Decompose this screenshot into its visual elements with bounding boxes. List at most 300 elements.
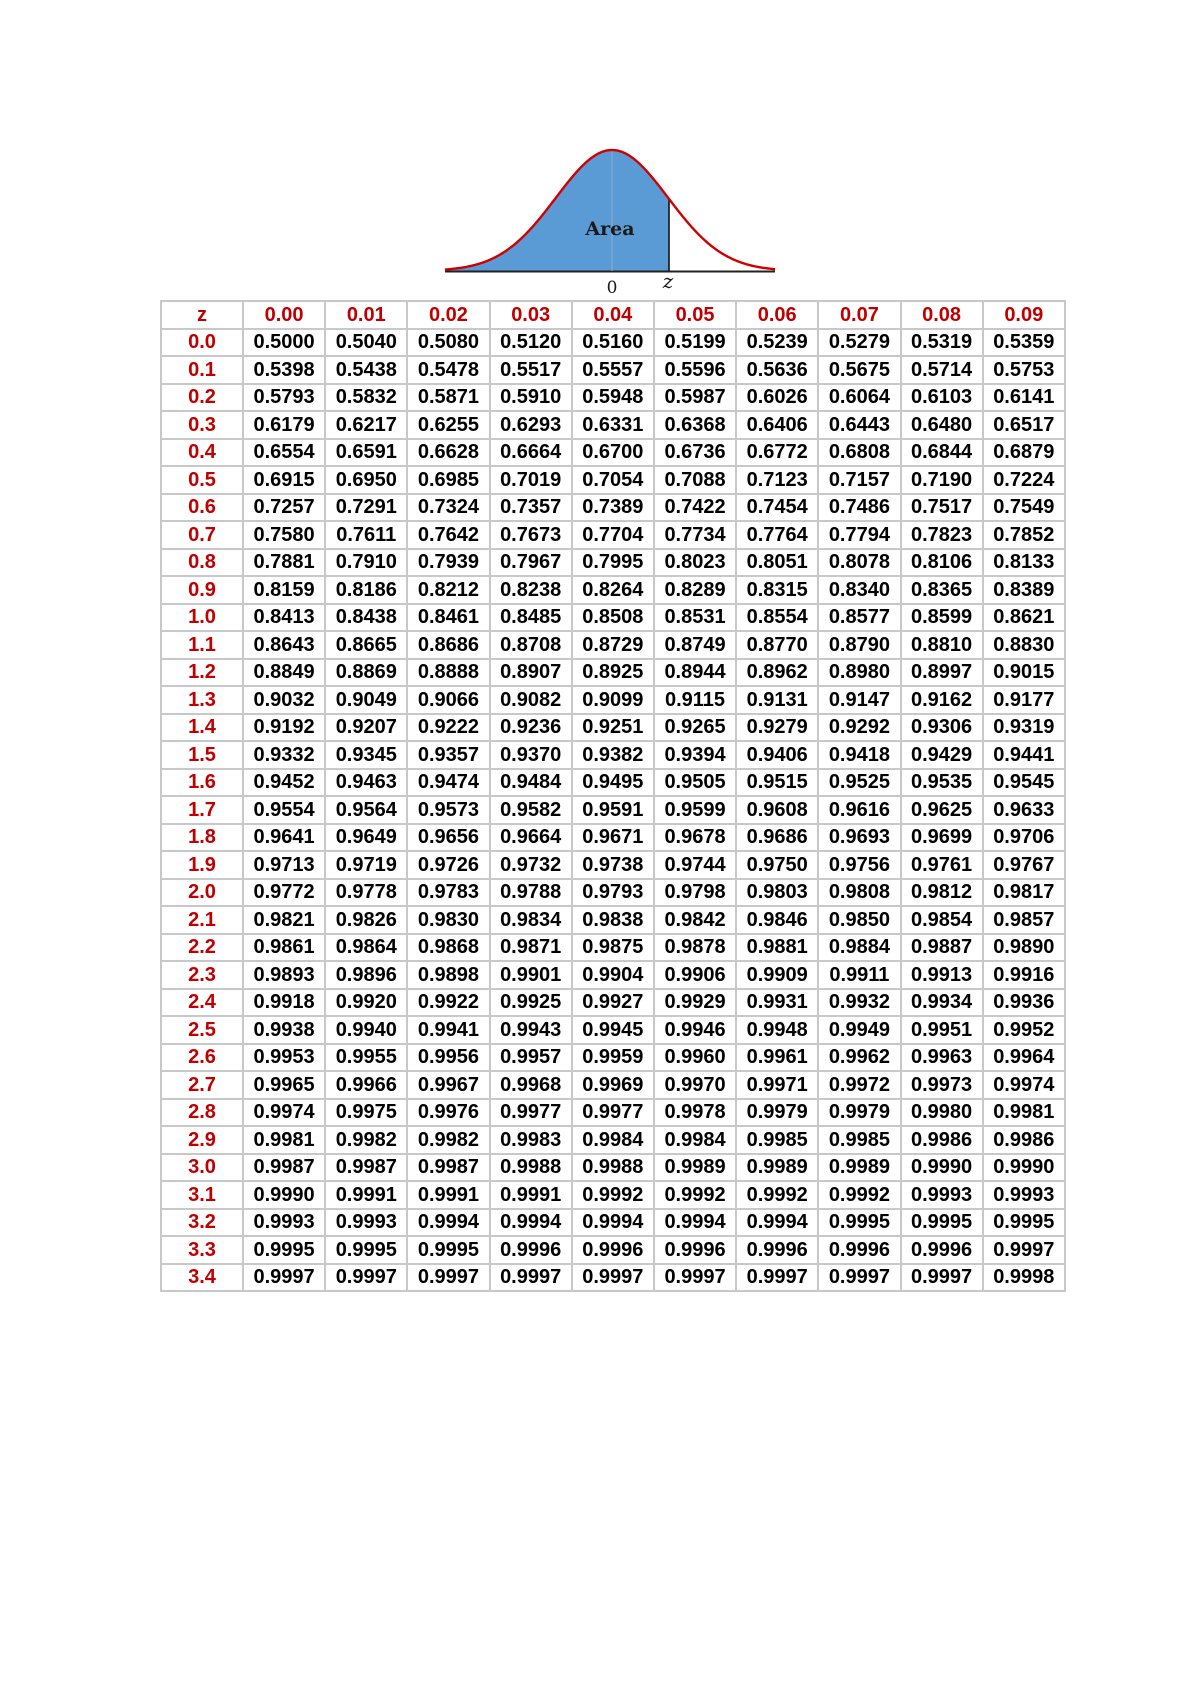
probability-cell: 0.9693 <box>818 824 900 852</box>
probability-cell: 0.9974 <box>243 1099 325 1127</box>
probability-cell: 0.8686 <box>407 631 489 659</box>
normal-curve-figure <box>440 136 780 296</box>
z-value-cell: 1.3 <box>161 686 243 714</box>
z-value-cell: 1.9 <box>161 851 243 879</box>
probability-cell: 0.9756 <box>818 851 900 879</box>
probability-cell: 0.9678 <box>654 824 736 852</box>
probability-cell: 0.7939 <box>407 549 489 577</box>
probability-cell: 0.8997 <box>901 659 983 687</box>
z-table <box>160 300 1066 1292</box>
probability-cell: 0.9812 <box>901 879 983 907</box>
probability-cell: 0.9177 <box>983 686 1065 714</box>
probability-cell: 0.9951 <box>901 1016 983 1044</box>
probability-cell: 0.9979 <box>736 1099 818 1127</box>
probability-cell: 0.9545 <box>983 769 1065 797</box>
probability-cell: 0.9986 <box>983 1126 1065 1154</box>
probability-cell: 0.9535 <box>901 769 983 797</box>
probability-cell: 0.9941 <box>407 1016 489 1044</box>
probability-cell: 0.9985 <box>736 1126 818 1154</box>
probability-cell: 0.9965 <box>243 1071 325 1099</box>
probability-cell: 0.6368 <box>654 411 736 439</box>
probability-cell: 0.9719 <box>325 851 407 879</box>
probability-cell: 0.9994 <box>736 1209 818 1237</box>
probability-cell: 0.9934 <box>901 989 983 1017</box>
table-row <box>161 411 1065 439</box>
probability-cell: 0.9984 <box>654 1126 736 1154</box>
probability-cell: 0.5871 <box>407 384 489 412</box>
table-row <box>161 439 1065 467</box>
probability-cell: 0.9967 <box>407 1071 489 1099</box>
probability-cell: 0.7422 <box>654 494 736 522</box>
probability-cell: 0.9992 <box>572 1181 654 1209</box>
probability-cell: 0.9992 <box>654 1181 736 1209</box>
z-value-cell: 2.7 <box>161 1071 243 1099</box>
probability-cell: 0.8438 <box>325 604 407 632</box>
probability-cell: 0.7611 <box>325 521 407 549</box>
probability-cell: 0.9990 <box>983 1154 1065 1182</box>
probability-cell: 0.5120 <box>490 329 572 357</box>
probability-cell: 0.8159 <box>243 576 325 604</box>
probability-cell: 0.9222 <box>407 714 489 742</box>
table-row <box>161 659 1065 687</box>
probability-cell: 0.5948 <box>572 384 654 412</box>
probability-cell: 0.5279 <box>818 329 900 357</box>
probability-cell: 0.9082 <box>490 686 572 714</box>
table-body <box>161 329 1065 1292</box>
probability-cell: 0.7454 <box>736 494 818 522</box>
probability-cell: 0.7088 <box>654 466 736 494</box>
probability-cell: 0.9992 <box>736 1181 818 1209</box>
probability-cell: 0.9995 <box>901 1209 983 1237</box>
table-row <box>161 384 1065 412</box>
probability-cell: 0.9842 <box>654 906 736 934</box>
probability-cell: 0.9997 <box>243 1264 325 1292</box>
table-row <box>161 961 1065 989</box>
probability-cell: 0.7580 <box>243 521 325 549</box>
probability-cell: 0.9515 <box>736 769 818 797</box>
probability-cell: 0.9990 <box>901 1154 983 1182</box>
probability-cell: 0.5596 <box>654 356 736 384</box>
probability-cell: 0.7967 <box>490 549 572 577</box>
probability-cell: 0.9932 <box>818 989 900 1017</box>
probability-cell: 0.9920 <box>325 989 407 1017</box>
probability-cell: 0.7054 <box>572 466 654 494</box>
probability-cell: 0.9750 <box>736 851 818 879</box>
probability-cell: 0.9987 <box>325 1154 407 1182</box>
probability-cell: 0.7324 <box>407 494 489 522</box>
probability-cell: 0.9429 <box>901 741 983 769</box>
probability-cell: 0.9207 <box>325 714 407 742</box>
probability-cell: 0.9370 <box>490 741 572 769</box>
column-header: 0.06 <box>736 301 818 329</box>
probability-cell: 0.9989 <box>654 1154 736 1182</box>
probability-cell: 0.9821 <box>243 906 325 934</box>
probability-cell: 0.9713 <box>243 851 325 879</box>
z-value-cell: 2.2 <box>161 934 243 962</box>
probability-cell: 0.8508 <box>572 604 654 632</box>
probability-cell: 0.9993 <box>243 1209 325 1237</box>
probability-cell: 0.9641 <box>243 824 325 852</box>
probability-cell: 0.8729 <box>572 631 654 659</box>
z-value-cell: 1.1 <box>161 631 243 659</box>
probability-cell: 0.9955 <box>325 1044 407 1072</box>
probability-cell: 0.8665 <box>325 631 407 659</box>
probability-cell: 0.9977 <box>490 1099 572 1127</box>
probability-cell: 0.6026 <box>736 384 818 412</box>
probability-cell: 0.5636 <box>736 356 818 384</box>
probability-cell: 0.8413 <box>243 604 325 632</box>
probability-cell: 0.7673 <box>490 521 572 549</box>
probability-cell: 0.9890 <box>983 934 1065 962</box>
probability-cell: 0.5398 <box>243 356 325 384</box>
probability-cell: 0.9803 <box>736 879 818 907</box>
probability-cell: 0.9909 <box>736 961 818 989</box>
probability-cell: 0.8264 <box>572 576 654 604</box>
probability-cell: 0.9332 <box>243 741 325 769</box>
probability-cell: 0.6808 <box>818 439 900 467</box>
probability-cell: 0.8389 <box>983 576 1065 604</box>
probability-cell: 0.9940 <box>325 1016 407 1044</box>
shaded-area <box>445 150 669 271</box>
probability-cell: 0.9974 <box>983 1071 1065 1099</box>
probability-cell: 0.6915 <box>243 466 325 494</box>
probability-cell: 0.8186 <box>325 576 407 604</box>
probability-cell: 0.9987 <box>243 1154 325 1182</box>
z-value-cell: 2.3 <box>161 961 243 989</box>
probability-cell: 0.6141 <box>983 384 1065 412</box>
probability-cell: 0.8078 <box>818 549 900 577</box>
probability-cell: 0.8340 <box>818 576 900 604</box>
z-value-cell: 1.6 <box>161 769 243 797</box>
probability-cell: 0.9977 <box>572 1099 654 1127</box>
probability-cell: 0.9826 <box>325 906 407 934</box>
probability-cell: 0.9015 <box>983 659 1065 687</box>
probability-cell: 0.9778 <box>325 879 407 907</box>
probability-cell: 0.9994 <box>490 1209 572 1237</box>
z-value-cell: 0.6 <box>161 494 243 522</box>
probability-cell: 0.7881 <box>243 549 325 577</box>
probability-cell: 0.9251 <box>572 714 654 742</box>
probability-cell: 0.9406 <box>736 741 818 769</box>
probability-cell: 0.7019 <box>490 466 572 494</box>
probability-cell: 0.9292 <box>818 714 900 742</box>
probability-cell: 0.9916 <box>983 961 1065 989</box>
probability-cell: 0.9982 <box>407 1126 489 1154</box>
table-row <box>161 1209 1065 1237</box>
probability-cell: 0.9357 <box>407 741 489 769</box>
probability-cell: 0.9834 <box>490 906 572 934</box>
table-row <box>161 906 1065 934</box>
probability-cell: 0.9991 <box>325 1181 407 1209</box>
probability-cell: 0.8888 <box>407 659 489 687</box>
z-value-cell: 0.3 <box>161 411 243 439</box>
probability-cell: 0.9686 <box>736 824 818 852</box>
probability-cell: 0.9066 <box>407 686 489 714</box>
table-row <box>161 714 1065 742</box>
z-value-cell: 3.3 <box>161 1236 243 1264</box>
probability-cell: 0.9929 <box>654 989 736 1017</box>
probability-cell: 0.9564 <box>325 796 407 824</box>
probability-cell: 0.9995 <box>407 1236 489 1264</box>
probability-cell: 0.9956 <box>407 1044 489 1072</box>
table-row <box>161 1099 1065 1127</box>
probability-cell: 0.8485 <box>490 604 572 632</box>
probability-cell: 0.9925 <box>490 989 572 1017</box>
probability-cell: 0.9474 <box>407 769 489 797</box>
table-row <box>161 1071 1065 1099</box>
probability-cell: 0.9972 <box>818 1071 900 1099</box>
probability-cell: 0.9573 <box>407 796 489 824</box>
column-header: 0.09 <box>983 301 1065 329</box>
probability-cell: 0.7257 <box>243 494 325 522</box>
probability-cell: 0.9971 <box>736 1071 818 1099</box>
probability-cell: 0.9984 <box>572 1126 654 1154</box>
probability-cell: 0.9495 <box>572 769 654 797</box>
probability-cell: 0.8051 <box>736 549 818 577</box>
probability-cell: 0.5160 <box>572 329 654 357</box>
probability-cell: 0.9968 <box>490 1071 572 1099</box>
probability-cell: 0.7157 <box>818 466 900 494</box>
probability-cell: 0.9918 <box>243 989 325 1017</box>
probability-cell: 0.6255 <box>407 411 489 439</box>
probability-cell: 0.8925 <box>572 659 654 687</box>
probability-cell: 0.9983 <box>490 1126 572 1154</box>
probability-cell: 0.9931 <box>736 989 818 1017</box>
z-value-cell: 0.1 <box>161 356 243 384</box>
probability-cell: 0.9484 <box>490 769 572 797</box>
probability-cell: 0.6772 <box>736 439 818 467</box>
probability-cell: 0.9993 <box>325 1209 407 1237</box>
probability-cell: 0.9981 <box>983 1099 1065 1127</box>
probability-cell: 0.9306 <box>901 714 983 742</box>
probability-cell: 0.9959 <box>572 1044 654 1072</box>
probability-cell: 0.9985 <box>818 1126 900 1154</box>
probability-cell: 0.9649 <box>325 824 407 852</box>
table-row <box>161 466 1065 494</box>
probability-cell: 0.9927 <box>572 989 654 1017</box>
probability-cell: 0.8869 <box>325 659 407 687</box>
probability-cell: 0.7190 <box>901 466 983 494</box>
probability-cell: 0.9997 <box>736 1264 818 1292</box>
probability-cell: 0.5517 <box>490 356 572 384</box>
probability-cell: 0.9893 <box>243 961 325 989</box>
probability-cell: 0.9345 <box>325 741 407 769</box>
z-value-cell: 2.1 <box>161 906 243 934</box>
probability-cell: 0.9616 <box>818 796 900 824</box>
probability-cell: 0.9032 <box>243 686 325 714</box>
probability-cell: 0.9625 <box>901 796 983 824</box>
table-row <box>161 741 1065 769</box>
probability-cell: 0.9726 <box>407 851 489 879</box>
probability-cell: 0.9945 <box>572 1016 654 1044</box>
probability-cell: 0.7357 <box>490 494 572 522</box>
probability-cell: 0.8133 <box>983 549 1065 577</box>
probability-cell: 0.9998 <box>983 1264 1065 1292</box>
table-row <box>161 879 1065 907</box>
area-label: Area <box>585 218 635 240</box>
probability-cell: 0.8830 <box>983 631 1065 659</box>
table-row <box>161 989 1065 1017</box>
z-value-cell: 1.0 <box>161 604 243 632</box>
probability-cell: 0.9878 <box>654 934 736 962</box>
table-row <box>161 824 1065 852</box>
z-value-cell: 3.4 <box>161 1264 243 1292</box>
table-row <box>161 1126 1065 1154</box>
probability-cell: 0.6628 <box>407 439 489 467</box>
probability-cell: 0.5478 <box>407 356 489 384</box>
z-value-cell: 1.4 <box>161 714 243 742</box>
probability-cell: 0.7517 <box>901 494 983 522</box>
z-value-cell: 0.8 <box>161 549 243 577</box>
probability-cell: 0.9997 <box>654 1264 736 1292</box>
table-row <box>161 1044 1065 1072</box>
probability-cell: 0.9706 <box>983 824 1065 852</box>
probability-cell: 0.5080 <box>407 329 489 357</box>
probability-cell: 0.6293 <box>490 411 572 439</box>
probability-cell: 0.9997 <box>983 1236 1065 1264</box>
probability-cell: 0.9418 <box>818 741 900 769</box>
probability-cell: 0.9997 <box>572 1264 654 1292</box>
probability-cell: 0.9115 <box>654 686 736 714</box>
probability-cell: 0.7734 <box>654 521 736 549</box>
probability-cell: 0.7549 <box>983 494 1065 522</box>
probability-cell: 0.9608 <box>736 796 818 824</box>
probability-cell: 0.9992 <box>818 1181 900 1209</box>
probability-cell: 0.9936 <box>983 989 1065 1017</box>
probability-cell: 0.9817 <box>983 879 1065 907</box>
z-value-cell: 1.5 <box>161 741 243 769</box>
probability-cell: 0.9319 <box>983 714 1065 742</box>
probability-cell: 0.9394 <box>654 741 736 769</box>
probability-cell: 0.8289 <box>654 576 736 604</box>
probability-cell: 0.9525 <box>818 769 900 797</box>
probability-cell: 0.6950 <box>325 466 407 494</box>
probability-cell: 0.9994 <box>407 1209 489 1237</box>
table-row <box>161 631 1065 659</box>
probability-cell: 0.8980 <box>818 659 900 687</box>
probability-cell: 0.9996 <box>654 1236 736 1264</box>
probability-cell: 0.9938 <box>243 1016 325 1044</box>
probability-cell: 0.9988 <box>572 1154 654 1182</box>
probability-cell: 0.9901 <box>490 961 572 989</box>
probability-cell: 0.5832 <box>325 384 407 412</box>
probability-cell: 0.9868 <box>407 934 489 962</box>
probability-cell: 0.6179 <box>243 411 325 439</box>
z-value-cell: 2.9 <box>161 1126 243 1154</box>
probability-cell: 0.9732 <box>490 851 572 879</box>
zero-label: 0 <box>606 278 618 296</box>
probability-cell: 0.9995 <box>325 1236 407 1264</box>
probability-cell: 0.8944 <box>654 659 736 687</box>
probability-cell: 0.9099 <box>572 686 654 714</box>
probability-cell: 0.5910 <box>490 384 572 412</box>
probability-cell: 0.9793 <box>572 879 654 907</box>
table-row <box>161 521 1065 549</box>
probability-cell: 0.9671 <box>572 824 654 852</box>
probability-cell: 0.7704 <box>572 521 654 549</box>
probability-cell: 0.7764 <box>736 521 818 549</box>
probability-cell: 0.6517 <box>983 411 1065 439</box>
probability-cell: 0.9960 <box>654 1044 736 1072</box>
probability-cell: 0.9997 <box>325 1264 407 1292</box>
probability-cell: 0.8907 <box>490 659 572 687</box>
probability-cell: 0.9864 <box>325 934 407 962</box>
probability-cell: 0.7486 <box>818 494 900 522</box>
probability-cell: 0.9236 <box>490 714 572 742</box>
probability-cell: 0.5239 <box>736 329 818 357</box>
probability-cell: 0.9664 <box>490 824 572 852</box>
probability-cell: 0.5714 <box>901 356 983 384</box>
probability-cell: 0.9995 <box>983 1209 1065 1237</box>
probability-cell: 0.9147 <box>818 686 900 714</box>
column-header: 0.03 <box>490 301 572 329</box>
probability-cell: 0.6879 <box>983 439 1065 467</box>
z-value-cell: 3.1 <box>161 1181 243 1209</box>
probability-cell: 0.8461 <box>407 604 489 632</box>
probability-cell: 0.9989 <box>818 1154 900 1182</box>
probability-cell: 0.5000 <box>243 329 325 357</box>
probability-cell: 0.6064 <box>818 384 900 412</box>
table-row <box>161 686 1065 714</box>
table-row <box>161 576 1065 604</box>
probability-cell: 0.9767 <box>983 851 1065 879</box>
probability-cell: 0.5987 <box>654 384 736 412</box>
probability-cell: 0.9857 <box>983 906 1065 934</box>
z-value-cell: 2.4 <box>161 989 243 1017</box>
z-value-cell: 2.0 <box>161 879 243 907</box>
probability-cell: 0.8621 <box>983 604 1065 632</box>
probability-cell: 0.5793 <box>243 384 325 412</box>
probability-cell: 0.8643 <box>243 631 325 659</box>
probability-cell: 0.8554 <box>736 604 818 632</box>
probability-cell: 0.9997 <box>818 1264 900 1292</box>
probability-cell: 0.7910 <box>325 549 407 577</box>
probability-cell: 0.7291 <box>325 494 407 522</box>
probability-cell: 0.6331 <box>572 411 654 439</box>
probability-cell: 0.9699 <box>901 824 983 852</box>
probability-cell: 0.9633 <box>983 796 1065 824</box>
probability-cell: 0.9961 <box>736 1044 818 1072</box>
z-value-cell: 3.0 <box>161 1154 243 1182</box>
probability-cell: 0.9976 <box>407 1099 489 1127</box>
probability-cell: 0.9969 <box>572 1071 654 1099</box>
probability-cell: 0.6480 <box>901 411 983 439</box>
z-value-cell: 2.5 <box>161 1016 243 1044</box>
probability-cell: 0.9838 <box>572 906 654 934</box>
probability-cell: 0.5557 <box>572 356 654 384</box>
probability-cell: 0.9994 <box>654 1209 736 1237</box>
probability-cell: 0.9922 <box>407 989 489 1017</box>
probability-cell: 0.9881 <box>736 934 818 962</box>
probability-cell: 0.9906 <box>654 961 736 989</box>
probability-cell: 0.8849 <box>243 659 325 687</box>
probability-cell: 0.9979 <box>818 1099 900 1127</box>
probability-cell: 0.9452 <box>243 769 325 797</box>
probability-cell: 0.8790 <box>818 631 900 659</box>
probability-cell: 0.8531 <box>654 604 736 632</box>
probability-cell: 0.9970 <box>654 1071 736 1099</box>
probability-cell: 0.6217 <box>325 411 407 439</box>
probability-cell: 0.9582 <box>490 796 572 824</box>
z-value-cell: 0.4 <box>161 439 243 467</box>
table-row <box>161 1154 1065 1182</box>
probability-cell: 0.9744 <box>654 851 736 879</box>
probability-cell: 0.9980 <box>901 1099 983 1127</box>
probability-cell: 0.9978 <box>654 1099 736 1127</box>
probability-cell: 0.8023 <box>654 549 736 577</box>
probability-cell: 0.9591 <box>572 796 654 824</box>
table-row <box>161 1236 1065 1264</box>
